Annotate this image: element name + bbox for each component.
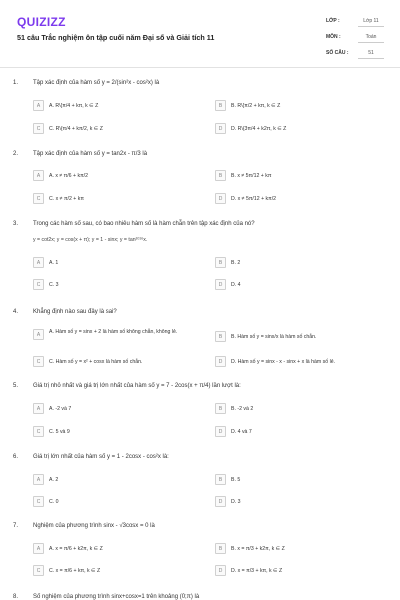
question-text: Nghiệm của phương trình sinx - √3cosx = 0 là: [33, 523, 155, 529]
option-d[interactable]: [215, 193, 276, 204]
option-letter: A: [33, 543, 44, 554]
option-letter: A: [33, 329, 44, 340]
worksheet-header: [0, 0, 400, 66]
option-letter: D: [215, 565, 226, 576]
option-c[interactable]: [33, 426, 70, 437]
option-text: D. R\{3π/4 + k2π, k ∈ Z: [231, 125, 287, 132]
option-b[interactable]: [215, 100, 280, 111]
option-text: D. Hàm số y = sinx - x - sinx + x là hàm số lẻ.: [231, 358, 336, 365]
option-b[interactable]: [215, 474, 240, 485]
option-text: A. x = π/6 + k2π, k ∈ Z: [49, 545, 103, 552]
option-a[interactable]: [33, 543, 103, 554]
option-c[interactable]: [33, 279, 59, 290]
option-a[interactable]: [33, 257, 58, 268]
option-a[interactable]: [33, 403, 71, 414]
option-letter: A: [33, 403, 44, 414]
option-letter: C: [33, 356, 44, 367]
quizizz-logo: QUIZIZZ: [17, 15, 66, 29]
meta-row-count: [326, 46, 384, 60]
meta-value: Toán: [358, 32, 384, 43]
option-letter: D: [215, 426, 226, 437]
option-text: C. x ≠ π/2 + kπ: [49, 195, 84, 202]
option-b[interactable]: [215, 403, 253, 414]
question-text: Giá trị nhỏ nhất và giá trị lớn nhất của hàm số y = 7 - 2cos(x + π/4) lần lượt là:: [33, 383, 241, 389]
option-text: C. 3: [49, 281, 59, 288]
option-c[interactable]: [33, 123, 103, 134]
option-letter: A: [33, 474, 44, 485]
option-letter: D: [215, 193, 226, 204]
header-divider: [0, 67, 400, 68]
question-formula: y = cot2x; y = cos(x + π); y = 1 - sinx; y = tan²⁰¹⁶x.: [33, 237, 148, 243]
option-letter: B: [215, 170, 226, 181]
option-a[interactable]: [33, 100, 98, 111]
option-c[interactable]: [33, 565, 100, 576]
meta-label: SỐ CÂU :: [326, 50, 349, 56]
question-number: 4.: [13, 309, 19, 315]
option-text: B. R\{π/2 + kπ, k ∈ Z: [231, 102, 281, 109]
option-letter: B: [215, 331, 226, 342]
meta-value: Lớp 11: [358, 16, 384, 27]
option-text: D. 4 và 7: [231, 428, 252, 435]
option-c[interactable]: [33, 496, 59, 507]
option-text: C. 5 và 9: [49, 428, 70, 435]
page-title: 51 câu Trắc nghiệm ôn tập cuối năm Đại số và Giải tích 11: [17, 33, 215, 42]
option-letter: B: [215, 257, 226, 268]
option-text: A. 2: [49, 476, 59, 483]
option-b[interactable]: [215, 257, 240, 268]
option-text: A. R\{π/4 + kπ, k ∈ Z: [49, 102, 99, 109]
option-b[interactable]: [215, 170, 271, 181]
option-letter: C: [33, 565, 44, 576]
option-b[interactable]: [215, 543, 285, 554]
option-text: B. Hàm số y = sinx/x là hàm số chẵn.: [231, 333, 317, 340]
question-text: Giá trị lớn nhất của hàm số y = 1 - 2cosx - cos²x là:: [33, 454, 169, 460]
option-text: A. x ≠ π/6 + kπ/2: [49, 172, 88, 179]
option-d[interactable]: [215, 123, 286, 134]
option-d[interactable]: [215, 356, 335, 367]
option-letter: D: [215, 496, 226, 507]
option-text: C. R\{π/4 + kπ/2, k ∈ Z: [49, 125, 103, 132]
question-text: Số nghiệm của phương trình sinx+cosx=1 trên khoảng (0;π) là: [33, 594, 200, 600]
option-letter: D: [215, 356, 226, 367]
option-letter: D: [215, 123, 226, 134]
question-number: 7.: [13, 523, 19, 529]
question-text: Khẳng định nào sau đây là sai?: [33, 309, 117, 315]
option-letter: C: [33, 496, 44, 507]
option-d[interactable]: [215, 565, 282, 576]
option-c[interactable]: [33, 193, 84, 204]
option-text: C. x = π/6 + kπ, k ∈ Z: [49, 567, 101, 574]
question-text: Tập xác định của hàm số y = 2/(sin²x - cos²x) là: [33, 80, 160, 86]
option-text: B. 5: [231, 476, 241, 483]
meta-value: 51: [358, 48, 384, 59]
question-text: Tập xác định của hàm số y = tan2x - π/3 là: [33, 151, 148, 157]
option-text: B. x ≠ 5π/12 + kπ: [231, 172, 272, 179]
option-letter: D: [215, 279, 226, 290]
meta-row-class: [326, 14, 384, 28]
question-number: 8.: [13, 594, 19, 600]
option-letter: B: [215, 474, 226, 485]
option-text: D. x = π/3 + kπ, k ∈ Z: [231, 567, 283, 574]
meta-label: MÔN :: [326, 34, 341, 40]
option-d[interactable]: [215, 279, 241, 290]
option-letter: C: [33, 279, 44, 290]
option-d[interactable]: [215, 496, 241, 507]
option-b[interactable]: [215, 331, 317, 342]
option-a[interactable]: [33, 474, 58, 485]
meta-box: [326, 14, 384, 60]
option-a[interactable]: [33, 329, 197, 340]
option-letter: C: [33, 123, 44, 134]
option-text: D. 3: [231, 498, 241, 505]
option-d[interactable]: [215, 426, 252, 437]
option-text: D. x ≠ 5π/12 + kπ/2: [231, 195, 277, 202]
option-text: C. 0: [49, 498, 59, 505]
option-text: B. 2: [231, 259, 241, 266]
option-text: D. 4: [231, 281, 241, 288]
option-letter: C: [33, 426, 44, 437]
option-text: A. 1: [49, 259, 59, 266]
option-letter: B: [215, 403, 226, 414]
option-text: A. Hàm số y = sinx + 2 là hàm số không chẵn, không lẻ.: [49, 329, 178, 335]
question-number: 5.: [13, 383, 19, 389]
option-letter: C: [33, 193, 44, 204]
option-text: A. -2 và 7: [49, 405, 72, 412]
option-letter: A: [33, 257, 44, 268]
option-a[interactable]: [33, 170, 88, 181]
meta-row-subject: [326, 30, 384, 44]
option-text: C. Hàm số y = x² + cosx là hàm số chẵn.: [49, 358, 143, 365]
option-c[interactable]: [33, 356, 142, 367]
question-text: Trong các hàm số sau, có bao nhiêu hàm số là hàm chẵn trên tập xác định của nó?: [33, 221, 255, 227]
question-number: 3.: [13, 221, 19, 227]
option-letter: B: [215, 100, 226, 111]
option-letter: A: [33, 170, 44, 181]
option-letter: B: [215, 543, 226, 554]
question-number: 1.: [13, 80, 19, 86]
option-text: B. -2 và 2: [231, 405, 254, 412]
meta-label: LỚP :: [326, 18, 340, 24]
option-text: B. x = π/3 + k2π, k ∈ Z: [231, 545, 285, 552]
question-number: 2.: [13, 151, 19, 157]
option-letter: A: [33, 100, 44, 111]
question-number: 6.: [13, 454, 19, 460]
